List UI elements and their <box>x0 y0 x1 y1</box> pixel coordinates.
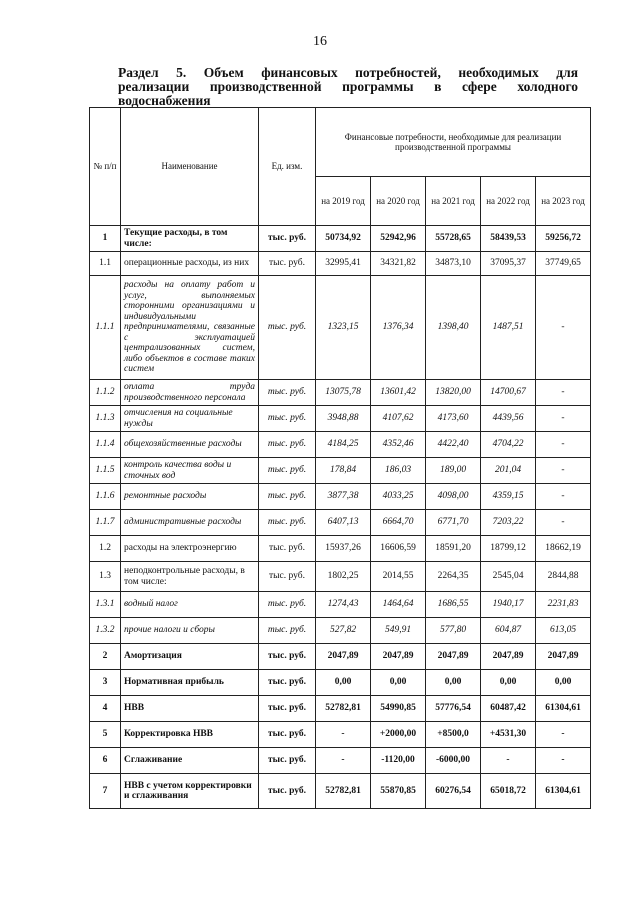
row-value: 3948,88 <box>316 406 371 432</box>
row-value: - <box>536 748 591 774</box>
row-value: 201,04 <box>481 458 536 484</box>
row-name: отчисления на социальные нужды <box>121 406 259 432</box>
row-name: НВВ с учетом корректировки и сглаживания <box>121 774 259 809</box>
row-name: административные расходы <box>121 510 259 536</box>
row-value: 4184,25 <box>316 432 371 458</box>
row-unit: тыс. руб. <box>259 722 316 748</box>
row-number: 1.1.3 <box>90 406 121 432</box>
row-value: 0,00 <box>536 670 591 696</box>
row-name: расходы на оплату работ и услуг, выполняемых сторонними организациями и индивидуальными предпринимателями, связанные с эксплуатацией централизованных систем, либо объектов в составе таких систем <box>121 276 259 380</box>
table-row <box>90 644 591 670</box>
row-value: +4531,30 <box>481 722 536 748</box>
row-value: - <box>536 510 591 536</box>
financial-needs-table <box>89 107 591 809</box>
table-row <box>90 618 591 644</box>
row-unit: тыс. руб. <box>259 380 316 406</box>
row-name: общехозяйственные расходы <box>121 432 259 458</box>
row-value: 6771,70 <box>426 510 481 536</box>
row-unit: тыс. руб. <box>259 696 316 722</box>
row-number: 1.1.2 <box>90 380 121 406</box>
row-value: 0,00 <box>481 670 536 696</box>
row-unit: тыс. руб. <box>259 226 316 252</box>
heading-line-1: Раздел 5. Объем финансовых потребностей, необходимых для <box>118 65 578 80</box>
row-value: 4422,40 <box>426 432 481 458</box>
row-value: 2014,55 <box>371 562 426 592</box>
row-value: 14700,67 <box>481 380 536 406</box>
row-value: 13820,00 <box>426 380 481 406</box>
row-value: 1802,25 <box>316 562 371 592</box>
row-unit: тыс. руб. <box>259 276 316 380</box>
heading-line-2: реализации производственной программы в сфере холодного <box>118 79 578 94</box>
row-value: 52942,96 <box>371 226 426 252</box>
row-name: НВВ <box>121 696 259 722</box>
row-value: 15937,26 <box>316 536 371 562</box>
row-value: 613,05 <box>536 618 591 644</box>
header-year: на 2019 год <box>316 177 371 226</box>
table-row <box>90 592 591 618</box>
row-value: 1487,51 <box>481 276 536 380</box>
row-value: 0,00 <box>316 670 371 696</box>
header-group: Финансовые потребности, необходимые для реализации производственной программы <box>316 108 591 177</box>
header-year: на 2023 год <box>536 177 591 226</box>
row-name: расходы на электроэнергию <box>121 536 259 562</box>
row-unit: тыс. руб. <box>259 562 316 592</box>
row-number: 1.3.2 <box>90 618 121 644</box>
row-value: 4033,25 <box>371 484 426 510</box>
row-value: 604,87 <box>481 618 536 644</box>
table-row <box>90 432 591 458</box>
row-value: 2545,04 <box>481 562 536 592</box>
row-value: 18799,12 <box>481 536 536 562</box>
row-value: 4359,15 <box>481 484 536 510</box>
row-value: 2047,89 <box>426 644 481 670</box>
row-value: 50734,92 <box>316 226 371 252</box>
row-unit: тыс. руб. <box>259 406 316 432</box>
table-row <box>90 380 591 406</box>
row-name: Нормативная прибыль <box>121 670 259 696</box>
row-value: 6664,70 <box>371 510 426 536</box>
row-value: 2047,89 <box>316 644 371 670</box>
header-year: на 2022 год <box>481 177 536 226</box>
row-unit: тыс. руб. <box>259 432 316 458</box>
row-number: 5 <box>90 722 121 748</box>
page-number: 16 <box>313 34 327 49</box>
row-number: 1.1.7 <box>90 510 121 536</box>
table-row <box>90 536 591 562</box>
row-number: 2 <box>90 644 121 670</box>
header-name: Наименование <box>121 108 259 226</box>
row-number: 3 <box>90 670 121 696</box>
row-value: 1940,17 <box>481 592 536 618</box>
row-value: 2264,35 <box>426 562 481 592</box>
row-value: 18662,19 <box>536 536 591 562</box>
table-row <box>90 458 591 484</box>
row-value: 1376,34 <box>371 276 426 380</box>
row-value: - <box>316 722 371 748</box>
row-value: 61304,61 <box>536 696 591 722</box>
row-number: 6 <box>90 748 121 774</box>
table-row <box>90 562 591 592</box>
row-value: 65018,72 <box>481 774 536 809</box>
row-value: - <box>536 276 591 380</box>
row-value: 32995,41 <box>316 252 371 276</box>
header-num: № п/п <box>90 108 121 226</box>
row-value: 52782,81 <box>316 696 371 722</box>
row-unit: тыс. руб. <box>259 774 316 809</box>
row-value: 60487,42 <box>481 696 536 722</box>
header-year: на 2020 год <box>371 177 426 226</box>
row-value: 34873,10 <box>426 252 481 276</box>
table-row <box>90 406 591 432</box>
row-name: прочие налоги и сборы <box>121 618 259 644</box>
row-value: 2047,89 <box>371 644 426 670</box>
row-value: 16606,59 <box>371 536 426 562</box>
row-value: 57776,54 <box>426 696 481 722</box>
row-number: 1.3 <box>90 562 121 592</box>
row-name: оплата труда производственного персонала <box>121 380 259 406</box>
heading-line-3: водоснабжения <box>118 93 211 108</box>
row-value: 13601,42 <box>371 380 426 406</box>
row-unit: тыс. руб. <box>259 670 316 696</box>
row-value: 4352,46 <box>371 432 426 458</box>
row-value: 1274,43 <box>316 592 371 618</box>
row-value: 37095,37 <box>481 252 536 276</box>
row-number: 7 <box>90 774 121 809</box>
row-unit: тыс. руб. <box>259 252 316 276</box>
row-value: - <box>536 380 591 406</box>
row-value: 2231,83 <box>536 592 591 618</box>
row-value: 60276,54 <box>426 774 481 809</box>
row-value: - <box>481 748 536 774</box>
row-unit: тыс. руб. <box>259 458 316 484</box>
row-name: Корректировка НВВ <box>121 722 259 748</box>
row-unit: тыс. руб. <box>259 748 316 774</box>
row-name: операционные расходы, из них <box>121 252 259 276</box>
row-value: 1398,40 <box>426 276 481 380</box>
row-unit: тыс. руб. <box>259 644 316 670</box>
row-name: неподконтрольные расходы, в том числе: <box>121 562 259 592</box>
row-name: Текущие расходы, в том числе: <box>121 226 259 252</box>
row-unit: тыс. руб. <box>259 536 316 562</box>
row-value: - <box>536 458 591 484</box>
table-row <box>90 276 591 380</box>
row-value: 55870,85 <box>371 774 426 809</box>
row-value: 0,00 <box>371 670 426 696</box>
row-unit: тыс. руб. <box>259 484 316 510</box>
row-value: 1686,55 <box>426 592 481 618</box>
row-name: водный налог <box>121 592 259 618</box>
row-value: 34321,82 <box>371 252 426 276</box>
row-value: - <box>536 406 591 432</box>
table-row <box>90 696 591 722</box>
row-number: 1.1.1 <box>90 276 121 380</box>
row-number: 1.3.1 <box>90 592 121 618</box>
row-number: 1.1 <box>90 252 121 276</box>
table-row <box>90 252 591 276</box>
header-unit: Ед. изм. <box>259 108 316 226</box>
table-row <box>90 748 591 774</box>
row-value: +2000,00 <box>371 722 426 748</box>
row-value: 4704,22 <box>481 432 536 458</box>
row-value: 4173,60 <box>426 406 481 432</box>
row-value: 1323,15 <box>316 276 371 380</box>
row-value: -1120,00 <box>371 748 426 774</box>
row-value: - <box>536 722 591 748</box>
row-number: 1.2 <box>90 536 121 562</box>
row-value: 37749,65 <box>536 252 591 276</box>
row-value: 18591,20 <box>426 536 481 562</box>
row-value: 549,91 <box>371 618 426 644</box>
row-value: -6000,00 <box>426 748 481 774</box>
row-value: 186,03 <box>371 458 426 484</box>
table-row <box>90 510 591 536</box>
row-value: 178,84 <box>316 458 371 484</box>
row-value: 4439,56 <box>481 406 536 432</box>
row-number: 1.1.6 <box>90 484 121 510</box>
row-value: 1464,64 <box>371 592 426 618</box>
row-number: 1.1.4 <box>90 432 121 458</box>
row-number: 1 <box>90 226 121 252</box>
row-value: 54990,85 <box>371 696 426 722</box>
header-year: на 2021 год <box>426 177 481 226</box>
row-value: 3877,38 <box>316 484 371 510</box>
row-value: 577,80 <box>426 618 481 644</box>
row-value: 0,00 <box>426 670 481 696</box>
row-value: 55728,65 <box>426 226 481 252</box>
row-value: 189,00 <box>426 458 481 484</box>
row-value: 52782,81 <box>316 774 371 809</box>
row-value: 6407,13 <box>316 510 371 536</box>
row-unit: тыс. руб. <box>259 510 316 536</box>
table-row <box>90 774 591 809</box>
row-value: 7203,22 <box>481 510 536 536</box>
row-name: Амортизация <box>121 644 259 670</box>
row-value: +8500,0 <box>426 722 481 748</box>
row-name: ремонтные расходы <box>121 484 259 510</box>
row-value: - <box>536 432 591 458</box>
row-value: 58439,53 <box>481 226 536 252</box>
row-value: 2047,89 <box>481 644 536 670</box>
row-value: 59256,72 <box>536 226 591 252</box>
row-value: 2844,88 <box>536 562 591 592</box>
row-value: 4107,62 <box>371 406 426 432</box>
row-name: контроль качества воды и сточных вод <box>121 458 259 484</box>
row-value: 2047,89 <box>536 644 591 670</box>
row-value: - <box>316 748 371 774</box>
row-number: 1.1.5 <box>90 458 121 484</box>
table-row <box>90 722 591 748</box>
section-heading <box>118 66 578 108</box>
row-value: 13075,78 <box>316 380 371 406</box>
table-row <box>90 226 591 252</box>
table-row <box>90 670 591 696</box>
row-value: 61304,61 <box>536 774 591 809</box>
row-unit: тыс. руб. <box>259 618 316 644</box>
table-row <box>90 484 591 510</box>
row-number: 4 <box>90 696 121 722</box>
row-value: 527,82 <box>316 618 371 644</box>
row-value: 4098,00 <box>426 484 481 510</box>
row-name: Сглаживание <box>121 748 259 774</box>
row-unit: тыс. руб. <box>259 592 316 618</box>
row-value: - <box>536 484 591 510</box>
